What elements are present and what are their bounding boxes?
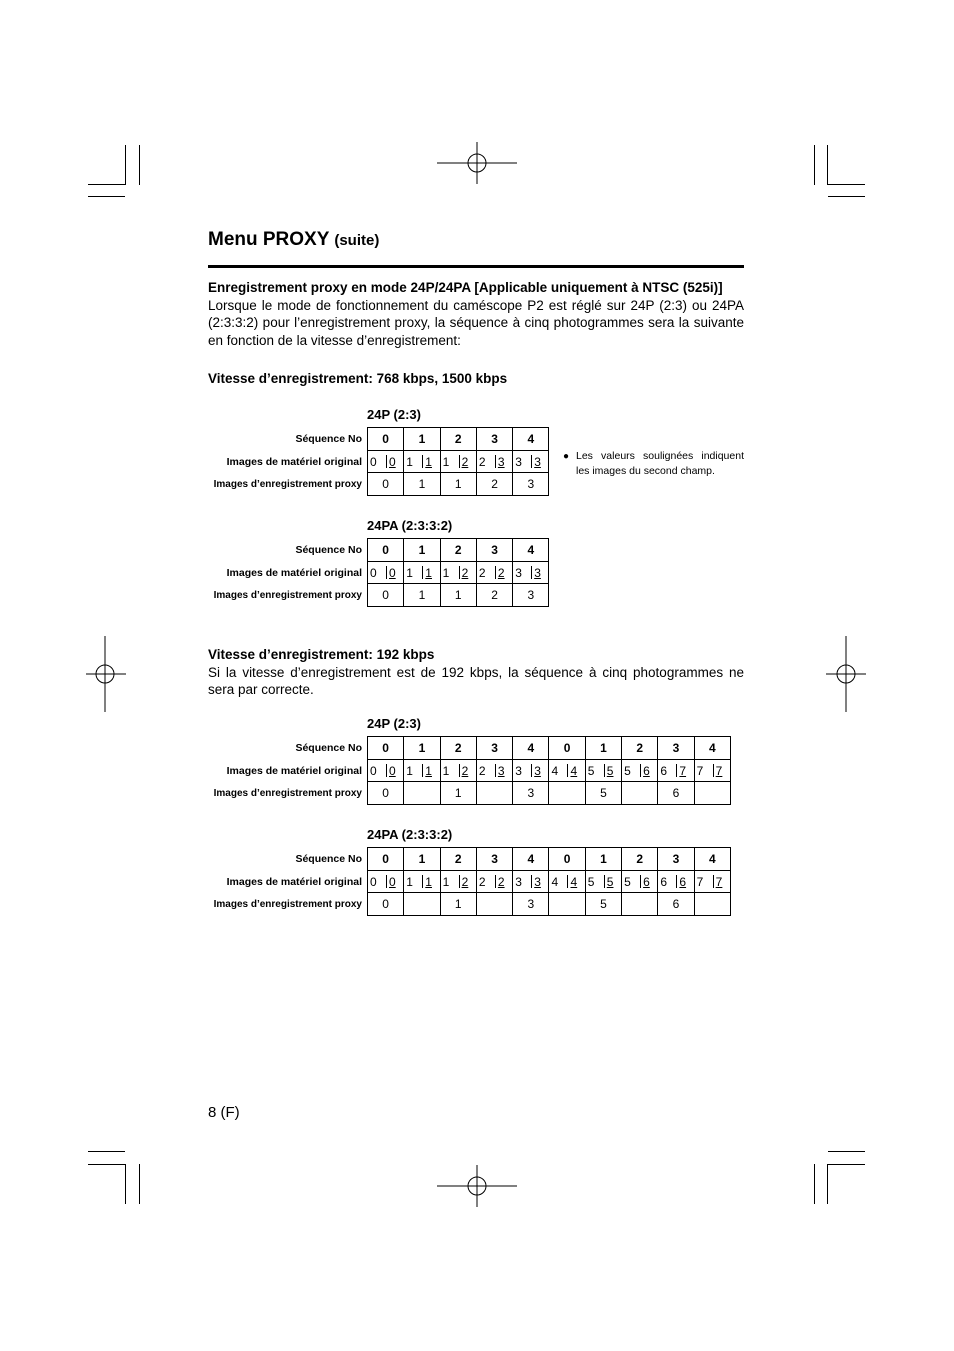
proxy-cell <box>622 782 658 805</box>
original-cell <box>513 759 549 782</box>
field-divider <box>567 875 568 889</box>
original-first-field: 3 <box>515 763 522 778</box>
original-cell <box>368 450 404 473</box>
original-second-field-underlined: 1 <box>425 763 432 778</box>
original-second-field-underlined: 5 <box>606 874 614 889</box>
original-second-field-underlined: 0 <box>389 874 396 889</box>
original-first-field: 4 <box>551 763 559 778</box>
proxy-cell: 5 <box>585 893 621 916</box>
proxy-cell: 6 <box>658 782 694 805</box>
original-first-field: 1 <box>442 874 450 889</box>
field-divider <box>676 875 677 889</box>
original-cell <box>368 561 404 584</box>
original-cell <box>368 870 404 893</box>
field-divider <box>676 764 677 778</box>
original-first-field: 7 <box>696 874 704 889</box>
original-first-field: 0 <box>370 565 377 580</box>
proxy-cell <box>549 893 585 916</box>
page-number: 8 (F) <box>208 1104 240 1121</box>
sequence-cell: 3 <box>658 737 694 760</box>
field-divider <box>531 455 532 469</box>
field-divider <box>531 566 532 580</box>
table3-row-label-original: Images de matériel original <box>226 765 362 777</box>
proxy-cell: 1 <box>404 473 440 496</box>
field-divider <box>604 764 605 778</box>
original-second-field-underlined: 2 <box>497 874 505 889</box>
section-intro <box>208 279 744 349</box>
sequence-cell: 3 <box>476 428 512 451</box>
original-first-field: 0 <box>370 454 377 469</box>
proxy-cell: 2 <box>476 584 512 607</box>
table2-row-label-original: Images de matériel original <box>226 567 362 579</box>
proxy-row <box>368 584 549 607</box>
original-first-field: 7 <box>696 763 704 778</box>
proxy-cell: 3 <box>513 584 549 607</box>
field-divider <box>386 455 387 469</box>
original-first-field: 1 <box>406 565 413 580</box>
original-first-field: 2 <box>478 565 486 580</box>
proxy-row <box>368 893 731 916</box>
original-first-field: 3 <box>515 454 522 469</box>
sequence-cell: 1 <box>404 848 440 871</box>
registration-crosshair-top <box>437 142 517 184</box>
sequence-cell: 2 <box>622 848 658 871</box>
sequence-cell: 3 <box>658 848 694 871</box>
original-second-field-underlined: 3 <box>497 454 505 469</box>
sequence-table <box>367 538 549 607</box>
proxy-cell: 0 <box>368 473 404 496</box>
original-first-field: 0 <box>370 874 377 889</box>
original-second-field-underlined: 4 <box>570 874 578 889</box>
speed2-heading: Vitesse d’enregistrement: 192 kbps <box>208 647 435 662</box>
field-divider <box>386 875 387 889</box>
proxy-cell <box>694 893 730 916</box>
original-first-field: 5 <box>624 763 631 778</box>
table3-row-label-proxy: Images d’enregistrement proxy <box>213 788 362 799</box>
field-divider <box>640 764 641 778</box>
original-cell <box>622 870 658 893</box>
sequence-cell: 3 <box>476 539 512 562</box>
original-first-field: 1 <box>442 454 450 469</box>
field-divider <box>459 566 460 580</box>
sequence-cell: 0 <box>549 737 585 760</box>
sequence-cell: 2 <box>440 428 476 451</box>
original-second-field-underlined: 1 <box>425 454 432 469</box>
proxy-cell: 3 <box>513 893 549 916</box>
original-second-field-underlined: 3 <box>534 454 541 469</box>
sequence-cell: 4 <box>694 737 730 760</box>
field-divider <box>713 875 714 889</box>
original-second-field-underlined: 6 <box>643 763 650 778</box>
underline-note <box>563 449 744 479</box>
original-cell <box>658 759 694 782</box>
proxy-cell: 0 <box>368 782 404 805</box>
original-second-field-underlined: 6 <box>643 874 650 889</box>
sequence-cell: 1 <box>404 428 440 451</box>
registration-crosshair-left <box>86 636 126 712</box>
proxy-cell <box>476 782 512 805</box>
original-cell <box>368 759 404 782</box>
field-divider <box>459 875 460 889</box>
original-first-field: 3 <box>515 874 522 889</box>
sequence-row <box>368 848 731 871</box>
sequence-cell: 3 <box>476 737 512 760</box>
original-cell <box>549 759 585 782</box>
proxy-cell <box>404 782 440 805</box>
table2-row-label-proxy: Images d’enregistrement proxy <box>213 590 362 601</box>
sequence-row <box>368 539 549 562</box>
original-first-field: 1 <box>406 874 413 889</box>
sequence-cell: 0 <box>549 848 585 871</box>
field-divider <box>495 566 496 580</box>
field-divider <box>495 875 496 889</box>
sequence-cell: 1 <box>585 737 621 760</box>
original-second-field-underlined: 3 <box>497 763 505 778</box>
original-cell <box>694 870 730 893</box>
original-cell <box>440 450 476 473</box>
original-cell <box>404 870 440 893</box>
field-divider <box>713 764 714 778</box>
field-divider <box>422 875 423 889</box>
bullet-icon: ● <box>563 451 570 462</box>
original-second-field-underlined: 7 <box>679 763 687 778</box>
proxy-cell: 1 <box>404 584 440 607</box>
original-cell <box>440 870 476 893</box>
field-divider <box>459 764 460 778</box>
original-cell <box>404 759 440 782</box>
original-row <box>368 870 731 893</box>
sequence-cell: 4 <box>694 848 730 871</box>
proxy-cell: 1 <box>440 893 476 916</box>
table1-row-label-original: Images de matériel original <box>226 456 362 468</box>
table1-label: 24P (2:3) <box>367 407 421 422</box>
original-cell <box>513 870 549 893</box>
proxy-cell <box>476 893 512 916</box>
original-cell <box>622 759 658 782</box>
original-row <box>368 759 731 782</box>
original-cell <box>513 561 549 584</box>
proxy-cell: 2 <box>476 473 512 496</box>
sequence-table <box>367 847 731 916</box>
table4-label: 24PA (2:3:3:2) <box>367 827 453 842</box>
sequence-cell: 1 <box>404 539 440 562</box>
original-first-field: 2 <box>478 874 486 889</box>
original-row <box>368 450 549 473</box>
table1-row-label-proxy: Images d’enregistrement proxy <box>213 479 362 490</box>
sequence-cell: 2 <box>440 737 476 760</box>
page-title-text: Menu PROXY <box>208 229 330 250</box>
sequence-cell: 4 <box>513 539 549 562</box>
table4-row-label-sequence: Séquence No <box>295 853 362 865</box>
table2-row-label-sequence: Séquence No <box>295 544 362 556</box>
field-divider <box>531 875 532 889</box>
original-first-field: 1 <box>406 763 413 778</box>
original-cell <box>585 759 621 782</box>
original-first-field: 5 <box>624 874 631 889</box>
original-cell <box>440 759 476 782</box>
original-first-field: 0 <box>370 763 377 778</box>
original-first-field: 6 <box>660 763 668 778</box>
original-second-field-underlined: 2 <box>497 565 505 580</box>
field-divider <box>567 764 568 778</box>
sequence-row <box>368 428 549 451</box>
field-divider <box>459 455 460 469</box>
proxy-cell <box>622 893 658 916</box>
original-first-field: 1 <box>442 565 450 580</box>
original-second-field-underlined: 4 <box>570 763 578 778</box>
section-body: Lorsque le mode de fonctionnement du caméscope P2 est réglé sur 24P (2:3) ou 24PA (2:3:3:2) pour l’enregistrement proxy, la séquence à cinq photogrammes sera la suivante en fonction de la vitesse d’enregistrement: <box>208 297 744 348</box>
table3-label: 24P (2:3) <box>367 716 421 731</box>
proxy-cell: 3 <box>513 782 549 805</box>
sequence-cell: 3 <box>476 848 512 871</box>
original-second-field-underlined: 3 <box>534 763 541 778</box>
original-second-field-underlined: 0 <box>389 565 396 580</box>
proxy-cell: 6 <box>658 893 694 916</box>
proxy-cell: 1 <box>440 584 476 607</box>
original-cell <box>404 450 440 473</box>
original-cell <box>476 561 512 584</box>
field-divider <box>422 566 423 580</box>
proxy-cell: 1 <box>440 473 476 496</box>
original-first-field: 4 <box>551 874 559 889</box>
original-first-field: 6 <box>660 874 668 889</box>
note-text: Les valeurs soulignées indiquent les images du second champ. <box>576 450 744 477</box>
original-second-field-underlined: 3 <box>534 874 541 889</box>
sequence-cell: 0 <box>368 539 404 562</box>
proxy-row <box>368 782 731 805</box>
proxy-cell: 3 <box>513 473 549 496</box>
original-second-field-underlined: 1 <box>425 874 432 889</box>
table4-row-label-original: Images de matériel original <box>226 876 362 888</box>
page-title <box>208 229 379 251</box>
original-first-field: 5 <box>587 874 595 889</box>
sequence-row <box>368 737 731 760</box>
sequence-cell: 0 <box>368 428 404 451</box>
proxy-cell <box>404 893 440 916</box>
original-cell <box>440 561 476 584</box>
sequence-table <box>367 736 731 805</box>
original-second-field-underlined: 0 <box>389 454 396 469</box>
proxy-cell <box>549 782 585 805</box>
original-cell <box>585 870 621 893</box>
original-cell <box>658 870 694 893</box>
table3-row-label-sequence: Séquence No <box>295 742 362 754</box>
section-heading: Enregistrement proxy en mode 24P/24PA [Applicable uniquement à NTSC (525i)] <box>208 280 723 295</box>
proxy-cell: 0 <box>368 893 404 916</box>
sequence-cell: 2 <box>440 539 476 562</box>
registration-crosshair-bottom <box>437 1165 517 1207</box>
original-cell <box>549 870 585 893</box>
speed2-section <box>208 646 744 699</box>
proxy-cell: 5 <box>585 782 621 805</box>
original-first-field: 1 <box>406 454 413 469</box>
proxy-cell <box>694 782 730 805</box>
original-second-field-underlined: 6 <box>679 874 687 889</box>
original-cell <box>694 759 730 782</box>
proxy-row <box>368 473 549 496</box>
sequence-cell: 2 <box>622 737 658 760</box>
sequence-cell: 0 <box>368 848 404 871</box>
original-second-field-underlined: 3 <box>534 565 541 580</box>
original-row <box>368 561 549 584</box>
original-first-field: 5 <box>587 763 595 778</box>
sequence-cell: 4 <box>513 848 549 871</box>
sequence-cell: 1 <box>585 848 621 871</box>
field-divider <box>386 764 387 778</box>
speed1-heading: Vitesse d’enregistrement: 768 kbps, 1500 kbps <box>208 371 508 386</box>
sequence-cell: 0 <box>368 737 404 760</box>
original-cell <box>404 561 440 584</box>
table2-label: 24PA (2:3:3:2) <box>367 518 453 533</box>
proxy-cell: 1 <box>440 782 476 805</box>
field-divider <box>640 875 641 889</box>
original-second-field-underlined: 2 <box>461 454 469 469</box>
original-cell <box>476 870 512 893</box>
field-divider <box>422 764 423 778</box>
field-divider <box>604 875 605 889</box>
original-cell <box>476 759 512 782</box>
sequence-table <box>367 427 549 496</box>
sequence-cell: 2 <box>440 848 476 871</box>
proxy-cell: 0 <box>368 584 404 607</box>
field-divider <box>386 566 387 580</box>
table4-row-label-proxy: Images d’enregistrement proxy <box>213 899 362 910</box>
original-cell <box>476 450 512 473</box>
sequence-cell: 4 <box>513 737 549 760</box>
field-divider <box>422 455 423 469</box>
original-second-field-underlined: 7 <box>715 763 723 778</box>
original-second-field-underlined: 2 <box>461 874 469 889</box>
original-second-field-underlined: 0 <box>389 763 396 778</box>
field-divider <box>495 764 496 778</box>
table1-row-label-sequence: Séquence No <box>295 433 362 445</box>
speed2-body: Si la vitesse d’enregistrement est de 192 kbps, la séquence à cinq photogrammes ne sera par correcte. <box>208 664 744 697</box>
original-first-field: 3 <box>515 565 522 580</box>
original-second-field-underlined: 2 <box>461 565 469 580</box>
page-title-suffix: (suite) <box>334 232 380 249</box>
original-second-field-underlined: 2 <box>461 763 469 778</box>
sequence-cell: 4 <box>513 428 549 451</box>
field-divider <box>495 455 496 469</box>
title-rule <box>208 265 744 268</box>
field-divider <box>531 764 532 778</box>
original-first-field: 2 <box>478 763 486 778</box>
original-cell <box>513 450 549 473</box>
original-second-field-underlined: 1 <box>425 565 432 580</box>
sequence-cell: 1 <box>404 737 440 760</box>
registration-crosshair-right <box>826 636 866 712</box>
original-second-field-underlined: 5 <box>606 763 614 778</box>
original-first-field: 1 <box>442 763 450 778</box>
original-second-field-underlined: 7 <box>715 874 723 889</box>
original-first-field: 2 <box>478 454 486 469</box>
